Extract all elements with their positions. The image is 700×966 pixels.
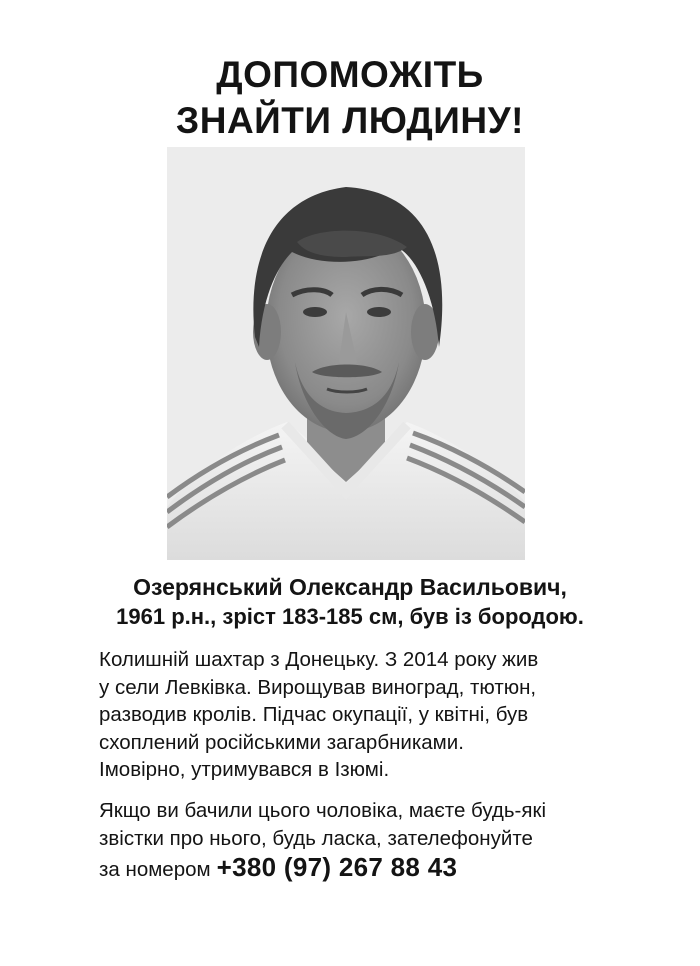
contact-line-3 xyxy=(99,853,659,884)
person-info xyxy=(0,572,700,632)
heading-line-1: ДОПОМОЖІТЬ xyxy=(216,54,484,95)
person-name: Озерянський Олександр Васильович, xyxy=(133,574,567,600)
heading-line-2: ЗНАЙТИ ЛЮДИНУ! xyxy=(176,100,524,141)
bio-line: Імовірно, утримувався в Ізюмі. xyxy=(99,758,390,781)
person-details: 1961 р.н., зріст 183-185 см, був із бородою. xyxy=(116,604,584,629)
contact-line-2: звістки про нього, будь ласка, зателефонуйте xyxy=(99,827,533,850)
bio-line: разводив кролів. Підчас окупації, у квітні, був xyxy=(99,703,529,726)
contact-prefix: за номером xyxy=(99,858,211,881)
bio-line: у сели Левківка. Вирощував виноград, тютюн, xyxy=(99,675,537,699)
bio-line: схоплений російськими загарбниками. xyxy=(99,730,464,754)
poster-heading xyxy=(0,52,700,144)
bio-line: Колишній шахтар з Донецьку. З 2014 року жив xyxy=(99,648,539,671)
missing-person-photo xyxy=(167,147,525,560)
contact-block xyxy=(99,797,659,884)
phone-number[interactable]: +380 (97) 267 88 43 xyxy=(216,852,458,882)
person-bio xyxy=(99,646,639,784)
contact-line-1: Якщо ви бачили цього чоловіка, маєте будь-які xyxy=(99,799,546,822)
portrait-icon xyxy=(167,147,525,560)
